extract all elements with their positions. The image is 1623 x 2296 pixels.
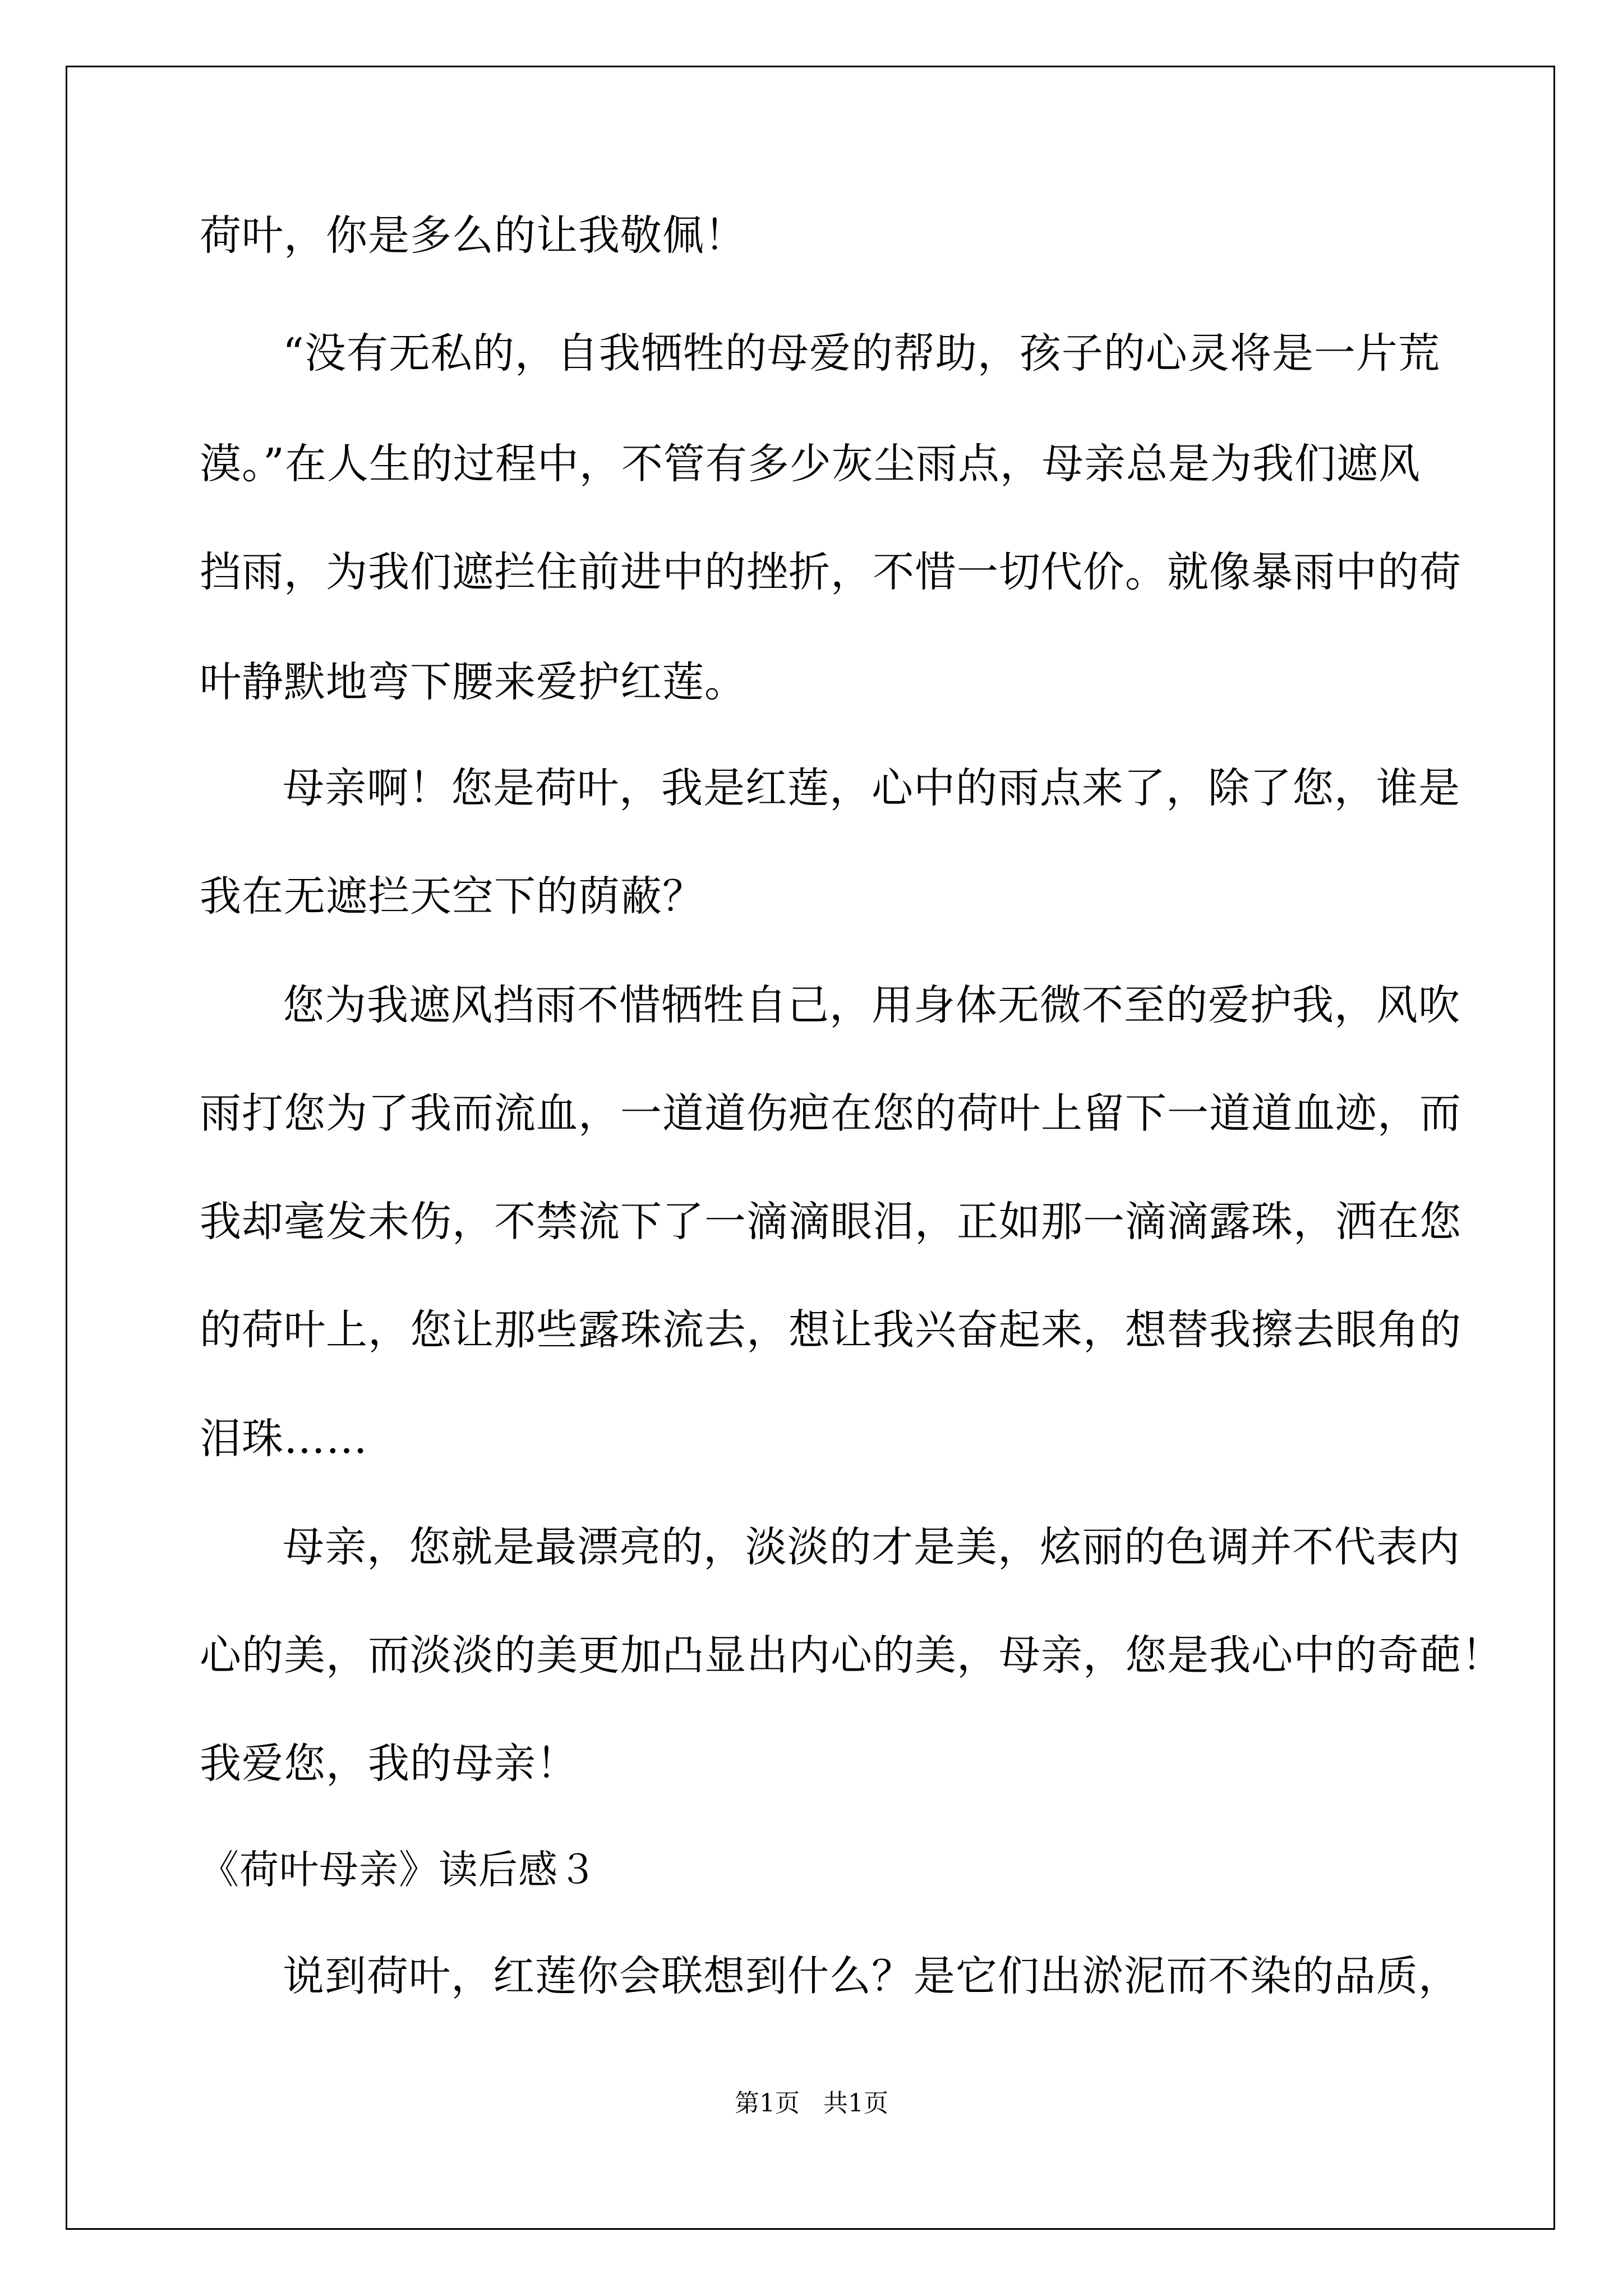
text-line-13: 母亲，您就是最漂亮的，淡淡的才是美，炫丽的色调并不代表内: [283, 1523, 1460, 1571]
text-line-9: 雨打您为了我而流血，一道道伤疤在您的荷叶上留下一道道血迹，而: [200, 1089, 1461, 1138]
text-line-6: 母亲啊！您是荷叶，我是红莲，心中的雨点来了，除了您，谁是: [283, 764, 1460, 812]
text-line-8: 您为我遮风挡雨不惜牺牲自己，用身体无微不至的爱护我，风吹: [283, 981, 1460, 1029]
text-line-4: 挡雨，为我们遮拦住前进中的挫折，不惜一切代价。就像暴雨中的荷: [200, 548, 1461, 596]
text-line-3: 漠。”在人生的过程中，不管有多少灰尘雨点，母亲总是为我们遮风: [200, 440, 1421, 488]
text-line-12: 泪珠……: [200, 1415, 368, 1463]
text-line-2: “没有无私的，自我牺牲的母爱的帮助，孩子的心灵将是一片荒: [283, 329, 1440, 378]
page-border: [66, 66, 1555, 2230]
text-line-7: 我在无遮拦天空下的荫蔽？: [200, 872, 704, 921]
text-line-10: 我却毫发未伤，不禁流下了一滴滴眼泪，正如那一滴滴露珠，洒在您: [200, 1198, 1461, 1246]
text-line-5: 叶静默地弯下腰来爱护红莲。: [200, 658, 746, 706]
text-line-11: 的荷叶上，您让那些露珠流去，想让我兴奋起来，想替我擦去眼角的: [200, 1306, 1461, 1354]
text-line-1: 荷叶，你是多么的让我敬佩！: [200, 211, 746, 260]
section-heading: 《荷叶母亲》读后感３: [200, 1847, 598, 1893]
page-number-footer: 第1页 共1页: [735, 2089, 888, 2118]
text-line-14: 心的美，而淡淡的美更加凸显出内心的美，母亲，您是我心中的奇葩！: [200, 1631, 1504, 1680]
text-line-15: 我爱您，我的母亲！: [200, 1740, 578, 1788]
text-line-17: 说到荷叶，红莲你会联想到什么？是它们出淤泥而不染的品质，: [283, 1952, 1460, 2000]
